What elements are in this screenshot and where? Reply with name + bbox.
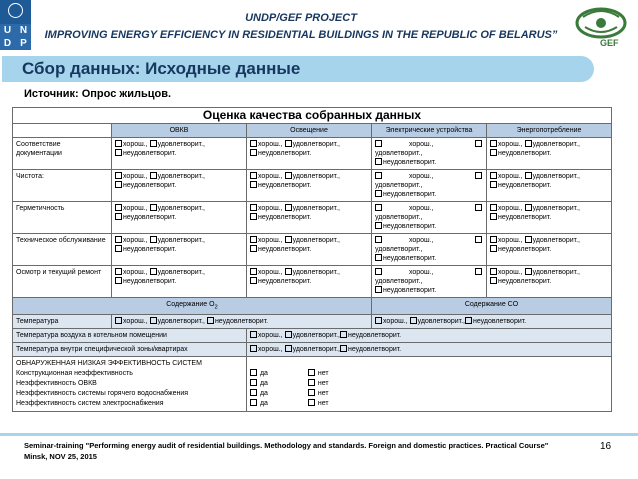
- checkbox[interactable]: [150, 236, 157, 243]
- checkbox[interactable]: [490, 245, 497, 252]
- checkbox[interactable]: [250, 181, 257, 188]
- footer-seminar: Seminar-training "Performing energy audit of residential buildings. Methodology and standards. Foreign and domestic practices. Practical Course": [24, 441, 549, 450]
- checkbox[interactable]: [475, 140, 482, 147]
- electrical-options: хорош., удовлетворит., неудовлетворит.: [372, 266, 487, 298]
- checkbox[interactable]: [115, 213, 122, 220]
- checkbox[interactable]: [490, 236, 497, 243]
- checkbox[interactable]: [375, 190, 382, 197]
- checkbox[interactable]: [250, 331, 257, 338]
- checkbox[interactable]: [250, 277, 257, 284]
- checkbox[interactable]: [465, 317, 472, 324]
- checkbox[interactable]: [285, 331, 292, 338]
- slide-title: Сбор данных: Исходные данные: [22, 59, 301, 78]
- source-note: Источник: Опрос жильцов.: [24, 88, 172, 100]
- electrical-options: хорош., удовлетворит., неудовлетворит.: [372, 234, 487, 266]
- electrical-options: хорош., удовлетворит., неудовлетворит.: [372, 202, 487, 234]
- checkbox[interactable]: [250, 379, 257, 386]
- checkbox[interactable]: [490, 172, 497, 179]
- footer-divider: [0, 433, 638, 436]
- list-item: Неэффективность системы горячего водоснабжения: [16, 390, 189, 398]
- checkbox[interactable]: [375, 286, 382, 293]
- energy-options: хорош., удовлетворит., неудовлетворит.: [487, 202, 612, 234]
- checkbox[interactable]: [375, 236, 382, 243]
- energy-options: хорош., удовлетворит., неудовлетворит.: [487, 234, 612, 266]
- checkbox[interactable]: [475, 204, 482, 211]
- checkbox[interactable]: [115, 181, 122, 188]
- column-header-energy: Энергопотребление: [487, 124, 612, 138]
- column-header-hvac: ОВКВ: [112, 124, 247, 138]
- zone-temp-options: хорош., удовлетворит., неудовлетворит.: [247, 343, 612, 357]
- checkbox[interactable]: [525, 140, 532, 147]
- boiler-temp-options: хорош., удовлетворит., неудовлетворит.: [247, 329, 612, 343]
- table-row: [13, 202, 612, 234]
- row-label: Температура воздуха в котельном помещении: [13, 329, 247, 343]
- temperature-row: [13, 315, 612, 329]
- checkbox[interactable]: [150, 140, 157, 147]
- electrical-options: хорош., удовлетворит., неудовлетворит.: [372, 170, 487, 202]
- list-item: Неэффективность систем электроснабжения: [16, 400, 164, 408]
- checkbox[interactable]: [250, 268, 257, 275]
- checkbox[interactable]: [525, 172, 532, 179]
- zone-temperature-row: [13, 343, 612, 357]
- checkbox[interactable]: [250, 213, 257, 220]
- gef-logo-text: GEF: [600, 38, 619, 48]
- checkbox[interactable]: [115, 277, 122, 284]
- slide-header: [36, 12, 566, 41]
- column-header-electrical: Электрические устройства: [372, 124, 487, 138]
- checkbox[interactable]: [375, 158, 382, 165]
- list-item: Неэффективность ОВКВ: [16, 380, 97, 388]
- checkbox[interactable]: [375, 317, 382, 324]
- checkbox[interactable]: [285, 140, 292, 147]
- checkbox[interactable]: [250, 236, 257, 243]
- checkbox[interactable]: [285, 204, 292, 211]
- row-label: Температура: [13, 315, 112, 329]
- checkbox[interactable]: [410, 317, 417, 324]
- checkbox[interactable]: [115, 140, 122, 147]
- row-label: Осмотр и текущий ремонт: [13, 266, 112, 298]
- lighting-options: хорош., удовлетворит., неудовлетворит.: [247, 202, 372, 234]
- checkbox[interactable]: [375, 140, 382, 147]
- checkbox[interactable]: [115, 172, 122, 179]
- checkbox[interactable]: [150, 172, 157, 179]
- boiler-temperature-row: [13, 329, 612, 343]
- table-row: [13, 170, 612, 202]
- checkbox[interactable]: [490, 213, 497, 220]
- co-header: Содержание CO: [372, 298, 612, 315]
- checkbox[interactable]: [250, 245, 257, 252]
- hvac-options: хорош., удовлетворит., неудовлетворит.: [112, 202, 247, 234]
- checkbox[interactable]: [250, 204, 257, 211]
- hvac-options: хорош., удовлетворит., неудовлетворит.: [112, 138, 247, 170]
- checkbox[interactable]: [375, 222, 382, 229]
- co-options: хорош., удовлетворит., неудовлетворит.: [372, 315, 612, 329]
- checkbox[interactable]: [490, 268, 497, 275]
- checkbox[interactable]: [375, 204, 382, 211]
- project-title: UNDP/GEF PROJECT: [245, 12, 357, 24]
- checkbox[interactable]: [490, 277, 497, 284]
- table-row: [13, 266, 612, 298]
- checkbox[interactable]: [115, 268, 122, 275]
- checkbox[interactable]: [115, 245, 122, 252]
- hvac-options: хорош., удовлетворит., неудовлетворит.: [112, 234, 247, 266]
- project-subtitle: IMPROVING ENERGY EFFICIENCY IN RESIDENTIAL BUILDINGS IN THE REPUBLIC OF BELARUS”: [44, 29, 558, 41]
- table-title: Оценка качества собранных данных: [13, 108, 612, 124]
- low-efficiency-labels: [13, 357, 247, 412]
- checkbox[interactable]: [150, 204, 157, 211]
- checkbox[interactable]: [207, 317, 214, 324]
- checkbox[interactable]: [490, 181, 497, 188]
- column-header-lighting: Освещение: [247, 124, 372, 138]
- checkbox[interactable]: [490, 149, 497, 156]
- checkbox[interactable]: [308, 399, 315, 406]
- data-quality-table: [12, 107, 612, 412]
- energy-options: хорош., удовлетворит., неудовлетворит.: [487, 266, 612, 298]
- checkbox[interactable]: [250, 389, 257, 396]
- checkbox[interactable]: [475, 172, 482, 179]
- empty-header-cell: [13, 124, 112, 138]
- row-label: Соответствие документации: [13, 138, 112, 170]
- checkbox[interactable]: [340, 331, 347, 338]
- checkbox[interactable]: [490, 140, 497, 147]
- checkbox[interactable]: [115, 149, 122, 156]
- checkbox[interactable]: [490, 204, 497, 211]
- checkbox[interactable]: [285, 172, 292, 179]
- checkbox[interactable]: [250, 369, 257, 376]
- checkbox[interactable]: [525, 236, 532, 243]
- checkbox[interactable]: [308, 369, 315, 376]
- checkbox[interactable]: [150, 268, 157, 275]
- o2-options: хорош., удовлетворит., неудовлетворит.: [112, 315, 372, 329]
- checkbox[interactable]: [285, 236, 292, 243]
- lighting-options: хорош., удовлетворит., неудовлетворит.: [247, 138, 372, 170]
- footer: [24, 440, 548, 462]
- checkbox[interactable]: [250, 149, 257, 156]
- table-row: [13, 234, 612, 266]
- checkbox[interactable]: [375, 268, 382, 275]
- checkbox[interactable]: [115, 236, 122, 243]
- row-label: Температура внутри специфической зоны/квартирах: [13, 343, 247, 357]
- hvac-options: хорош., удовлетворит., неудовлетворит.: [112, 266, 247, 298]
- checkbox[interactable]: [285, 268, 292, 275]
- page-number: 16: [600, 441, 612, 452]
- o2-header: Содержание $O_2$: [13, 298, 372, 315]
- low-efficiency-options: да нет да нет да нет да нет: [247, 357, 612, 412]
- table-row: [13, 138, 612, 170]
- checkbox[interactable]: [375, 254, 382, 261]
- list-item: Конструкционная неэффективность: [16, 370, 133, 378]
- checkbox[interactable]: [115, 317, 122, 324]
- checkbox[interactable]: [250, 172, 257, 179]
- checkbox[interactable]: [250, 140, 257, 147]
- column-header-row: [13, 124, 612, 138]
- lighting-options: хорош., удовлетворит., неудовлетворит.: [247, 266, 372, 298]
- checkbox[interactable]: [340, 345, 347, 352]
- row-label: Техническое обслуживание: [13, 234, 112, 266]
- checkbox[interactable]: [308, 389, 315, 396]
- checkbox[interactable]: [475, 236, 482, 243]
- logo-letter-n: N: [19, 25, 28, 36]
- checkbox[interactable]: [525, 268, 532, 275]
- checkbox[interactable]: [525, 204, 532, 211]
- logo-letter-u: U: [3, 25, 12, 36]
- electrical-options: хорош., удовлетворит., неудовлетворит.: [372, 138, 487, 170]
- row-label: Герметичность: [13, 202, 112, 234]
- checkbox[interactable]: [475, 268, 482, 275]
- low-efficiency-row: [13, 357, 612, 412]
- lighting-options: хорош., удовлетворит., неудовлетворит.: [247, 234, 372, 266]
- energy-options: хорош., удовлетворит., неудовлетворит.: [487, 170, 612, 202]
- checkbox[interactable]: [308, 379, 315, 386]
- checkbox[interactable]: [375, 172, 382, 179]
- lighting-options: хорош., удовлетворит., неудовлетворит.: [247, 170, 372, 202]
- footer-location: Minsk, NOV 25, 2015: [24, 452, 97, 461]
- logo-letter-p: P: [20, 38, 27, 49]
- undp-logo: [0, 0, 31, 50]
- checkbox[interactable]: [250, 399, 257, 406]
- checkbox[interactable]: [150, 317, 157, 324]
- checkbox[interactable]: [115, 204, 122, 211]
- hvac-options: хорош., удовлетворит., неудовлетворит.: [112, 170, 247, 202]
- logo-letter-d: D: [3, 38, 12, 49]
- checkbox[interactable]: [285, 345, 292, 352]
- un-seal-icon: [0, 0, 31, 24]
- gas-header-row: [13, 298, 612, 315]
- low-efficiency-title: ОБНАРУЖЕННАЯ НИЗКАЯ ЭФФЕКТИВНОСТЬ СИСТЕМ: [16, 360, 202, 368]
- energy-options: хорош., удовлетворит., неудовлетворит.: [487, 138, 612, 170]
- row-label: Чистота:: [13, 170, 112, 202]
- checkbox[interactable]: [250, 345, 257, 352]
